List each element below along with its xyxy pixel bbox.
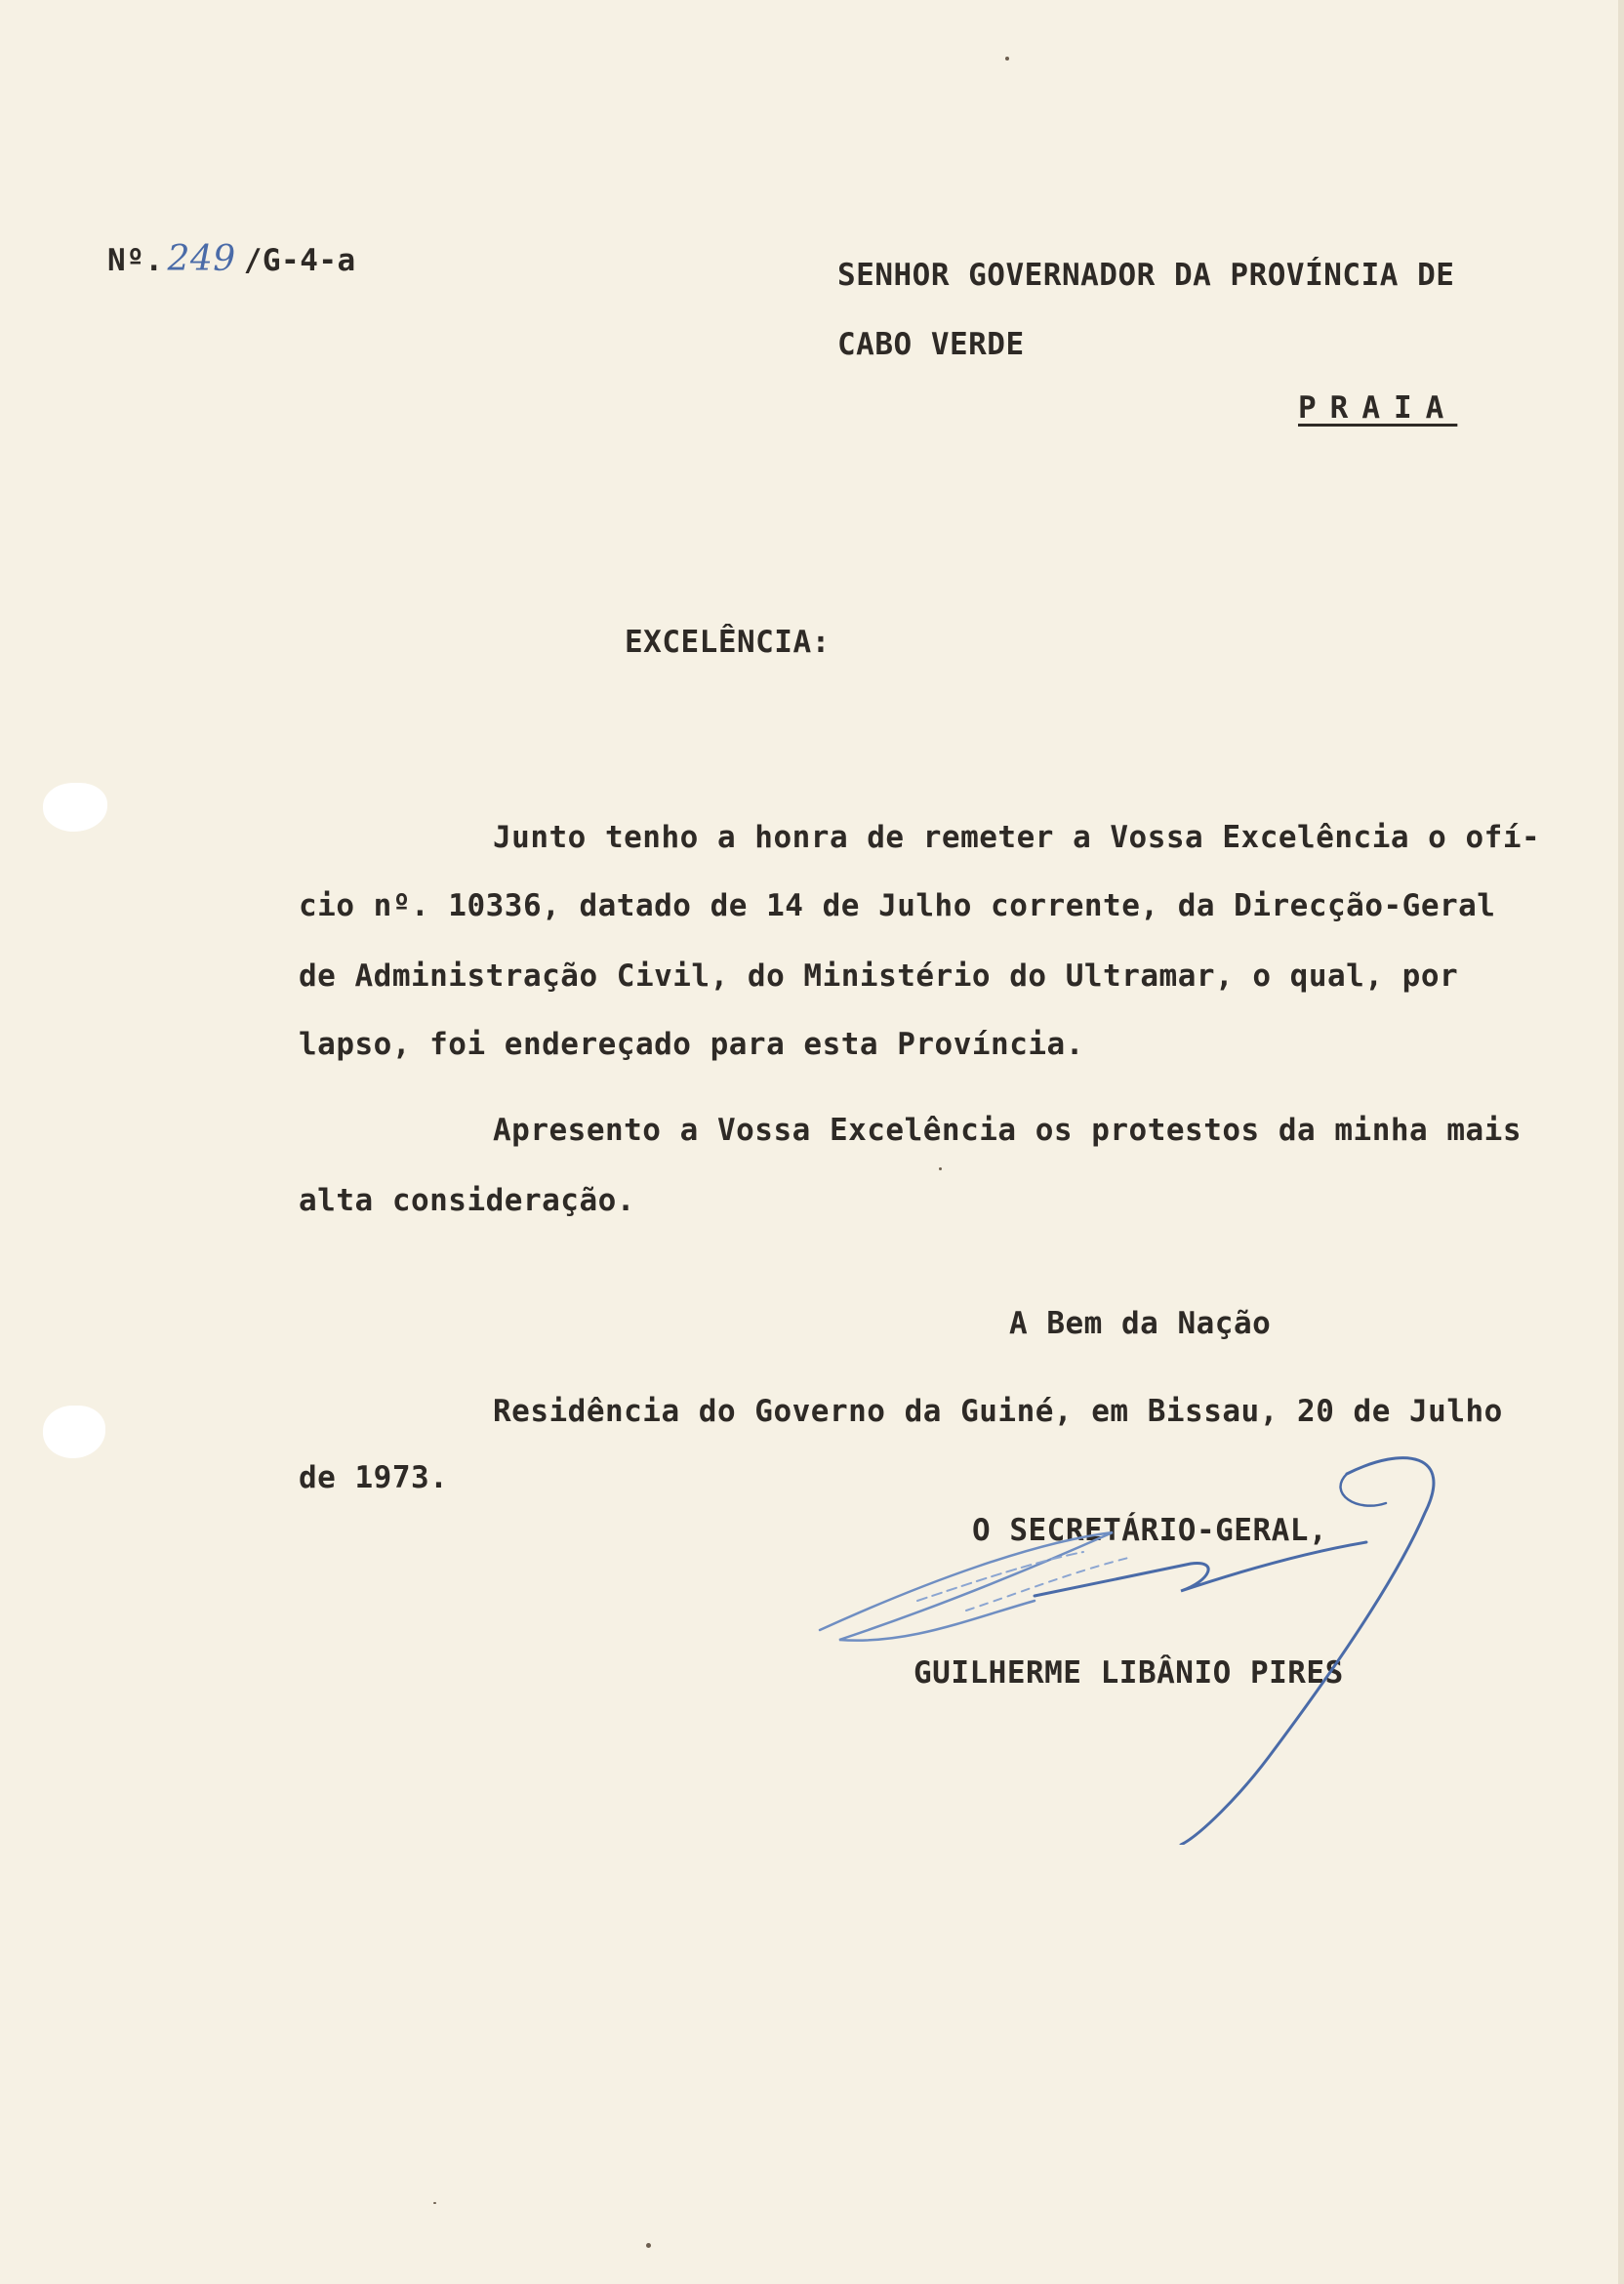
salutation: EXCELÊNCIA: bbox=[625, 625, 831, 660]
paragraph-1-line: de Administração Civil, do Ministério do Ultramar, o qual, por bbox=[299, 958, 1459, 994]
addressee-line-2: CABO VERDE bbox=[837, 327, 1025, 362]
reference-suffix: /G-4-a bbox=[243, 243, 356, 278]
paragraph-1-line: lapso, foi endereçado para esta Província. bbox=[299, 1027, 1084, 1062]
addressee-line-1: SENHOR GOVERNADOR DA PROVÍNCIA DE bbox=[837, 258, 1455, 293]
handwritten-signature bbox=[781, 1435, 1464, 1845]
paper-edge bbox=[1618, 0, 1624, 2284]
paper-speck bbox=[1005, 57, 1009, 61]
paper-speck bbox=[939, 1167, 942, 1170]
signatory-name: GUILHERME LIBÂNIO PIRES bbox=[914, 1655, 1344, 1691]
punch-hole bbox=[43, 783, 107, 832]
addressee-city: PRAIA bbox=[1298, 390, 1458, 426]
signatory-title: O SECRETÁRIO-GERAL, bbox=[972, 1513, 1328, 1548]
paper-speck bbox=[646, 2243, 651, 2248]
paragraph-2-line: alta consideração. bbox=[299, 1183, 635, 1218]
paper-speck bbox=[433, 2202, 436, 2204]
reference-handwritten-number: 249 bbox=[167, 239, 236, 279]
closing-formula: A Bem da Nação bbox=[1009, 1306, 1272, 1341]
reference-prefix: Nº. bbox=[107, 243, 164, 278]
reference-number bbox=[107, 239, 356, 279]
place-date-line: Residência do Governo da Guiné, em Bissau, 20 de Julho bbox=[493, 1394, 1503, 1429]
paragraph-1-line: Junto tenho a honra de remeter a Vossa Excelência o ofí- bbox=[493, 820, 1541, 855]
place-date-line: de 1973. bbox=[299, 1460, 449, 1495]
punch-hole bbox=[43, 1406, 105, 1458]
paragraph-1-line: cio nº. 10336, datado de 14 de Julho corrente, da Direcção-Geral bbox=[299, 888, 1496, 923]
paragraph-2-line: Apresento a Vossa Excelência os protestos da minha mais bbox=[493, 1113, 1522, 1148]
